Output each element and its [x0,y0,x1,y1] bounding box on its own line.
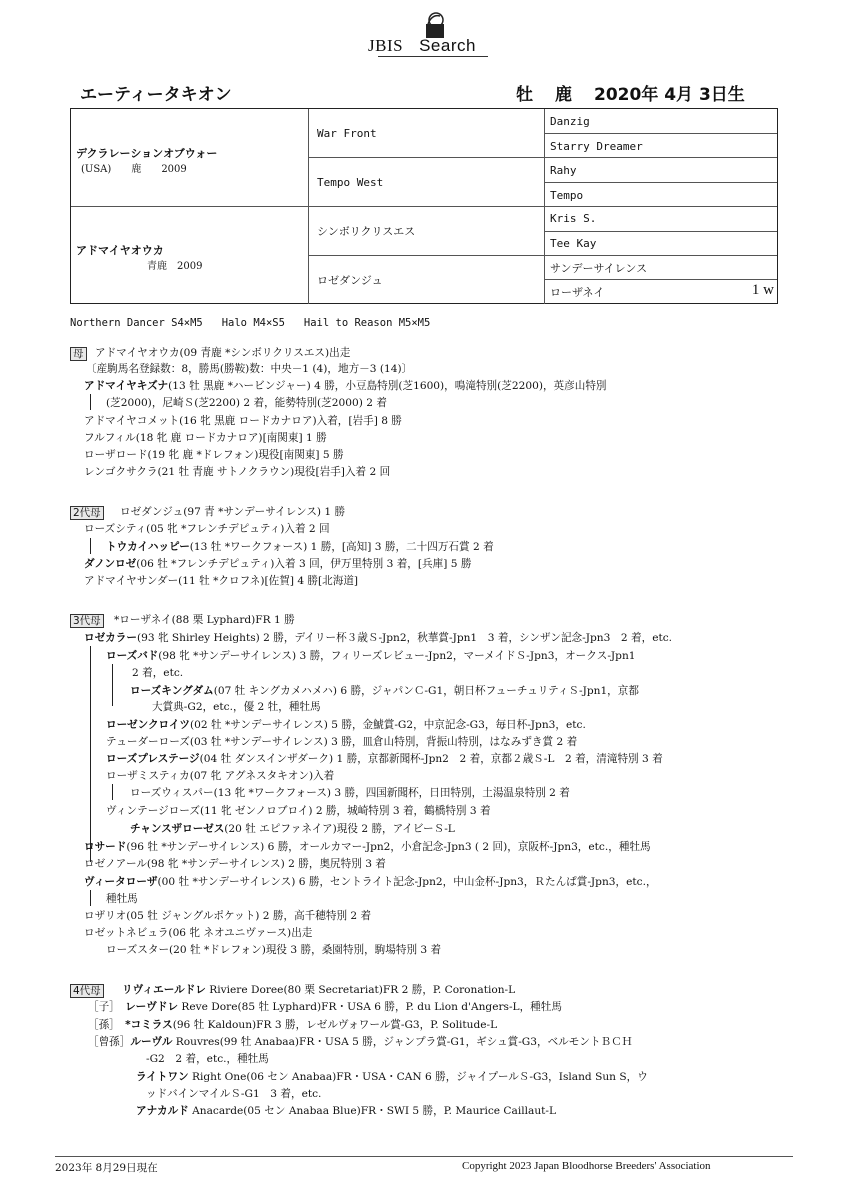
horse-birthdate: 2020年 4月 3日生 [594,85,745,105]
sdd-cell: Tempo [545,183,777,207]
ds-cell [309,207,545,256]
ds-name: シンボリクリスエス [317,225,416,238]
site-logo [368,36,476,56]
gen2-line: ロゼダンジュ(97 青 *サンデーサイレンス) 1 勝 [120,506,346,518]
logo-suffix: Search [419,36,476,55]
gen3-line: *ローザネイ(88 栗 Lyphard)FR 1 勝 [114,614,295,626]
dam-foal-2: アドマイヤコメット(16 牝 黒鹿 ロードカナロア)入着，[岩手] 8 勝 [84,415,402,427]
gen4-greatgrandchild-1-cont: -G2 2 着，etc.，種牡馬 [146,1053,269,1065]
dam-name: アドマイヤオウカ [76,244,164,257]
gen4-tag: 4代母 [70,984,104,998]
horse-name: エーティータキオン [80,85,232,105]
dam-foal-3: フルフィル(18 牝 鹿 ロードカナロア)[南関東] 1 勝 [84,432,327,444]
horse-sex: 牡 [516,85,533,105]
ssd-cell: Starry Dreamer [545,134,777,158]
gen3-grandchild-3: チャンスザローゼス(20 牡 エピファネイア)現役 2 勝，アイビーＳ-L [130,823,455,835]
gen3-foal-4: ヴィータローザ(00 牡 *サンデーサイレンス) 6 勝，セントライト記念-Jpn2，中山金杯-Jpn3，Ｒたんぱ賞-Jpn3，etc.， [84,876,657,888]
dd-cell [309,256,545,304]
indent-bar [90,646,91,862]
gen4-grandchild: ［孫］ *コミラス(96 牡 Kaldoun)FR 3 勝，レゼルヴォワール賞-G3，P. Solitude-L [88,1019,498,1031]
gen3-grandchild-1: ローズキングダム(07 牡 キングカメハメハ) 6 勝，ジャパンＣ-G1，朝日杯フューチュリティＳ-Jpn1，京都 [130,685,639,697]
logo-underline [378,56,488,57]
gen3-foal-6-child: ローズスター(20 牡 *ドレフォン)現役 3 勝，桑園特別，駒場特別 3 着 [106,944,442,956]
dd-name: ロゼダンジュ [317,274,383,287]
dam-foal-5: レンゴクサクラ(21 牡 青鹿 サトノクラウン)現役[岩手]入着 2 回 [84,466,391,478]
ss-cell [309,109,545,158]
gen2-tag: 2代母 [70,506,104,520]
gen3-grandchild-1-cont: 大賞典-G2，etc.，優 2 牡，種牡馬 [152,701,321,713]
gen4-greatgrandchild-2: ライトワン Right One(06 セン Anabaa)FR・USA・CAN 6 勝，ジャイプールＳ-G3，Island Sun S，ウ [136,1071,648,1083]
sds-cell: Rahy [545,158,777,183]
gen3-foal-1-child-2: ローゼンクロイツ(02 牡 *サンデーサイレンス) 5 勝，金鯱賞-G2，中京記念-G3，毎日杯-Jpn3，etc. [106,719,586,731]
indent-bar [90,538,91,554]
gen3-foal-2: ロサード(96 牡 *サンデーサイレンス) 6 勝，オールカマー-Jpn2，小倉記念-Jpn3 ( 2 回)，京阪杯-Jpn3，etc.，種牡馬 [84,841,651,853]
gen3-tag: 3代母 [70,614,104,628]
dsd-cell: Tee Kay [545,232,777,256]
gen3-foal-1-child-5: ローザミスティカ(07 牝 アグネスタキオン)入着 [106,770,335,782]
indent-bar [90,890,91,906]
dam-stats: 〔産駒馬名登録数：8，勝馬(勝鞍)数：中央－1 (4)，地方－3 (14)〕 [86,363,413,375]
gen3-foal-6: ロゼットネビュラ(06 牝 ネオユニヴァース)出走 [84,927,313,939]
gen2-foal-3: アドマイヤサンダー(11 牡 *クロフネ)[佐賀] 4 勝[北海道] [84,575,359,587]
gen2-foal-1: ローズシティ(05 牝 *フレンチデピュティ)入着 2 回 [84,523,330,535]
gen2-foal-2: ダノンロゼ(06 牡 *フレンチデピュティ)入着 3 回，伊万里特別 3 着，[兵庫] 5 勝 [84,558,472,570]
gen4-child: ［子］ レーヴドレ Reve Dore(85 牡 Lyphard)FR・USA 6 勝，P. du Lion d'Angers-L，種牡馬 [88,1001,562,1013]
gen3-foal-5: ロザリオ(05 牡 ジャングルポケット) 2 勝，高千穂特別 2 着 [84,910,372,922]
ddd-cell: ローザネイ 1 w [550,282,774,299]
gen3-foal-1-child-6: ヴィンテージローズ(11 牝 ゼンノロブロイ) 2 勝，城崎特別 3 着，鶴橋特別 3 着 [106,805,491,817]
gen3-foal-1: ロゼカラー(93 牝 Shirley Heights) 2 勝，デイリー杯３歳Ｓ-Jpn2，秋華賞-Jpn1 3 着，シンザン記念-Jpn3 2 着，etc. [84,632,673,644]
gen3-foal-1-child-1-cont: 2 着，etc. [132,667,184,679]
dam-details: 青鹿 2009 [147,261,203,272]
pedigree-table [70,108,778,304]
gen3-foal-4-cont: 種牡馬 [106,893,138,905]
gen4-greatgrandchild-1: ［曾孫］ルーヴル Rouvres(99 牡 Anabaa)FR・USA 5 勝，ジャンプラ賞-G1，ギシュ賞-G3，ベルモントＢＣＨ [88,1036,633,1048]
sire-name: デクラレーションオブウォー [76,147,218,160]
dam-cell [71,207,309,304]
inbreeding-line: Northern Dancer S4×M5 Halo M4×S5 Hail to Reason M5×M5 [70,317,431,329]
gen3-foal-1-child-1: ローズバド(98 牝 *サンデーサイレンス) 3 勝，フィリーズレビュー-Jpn2，マーメイドＳ-Jpn3，オークス-Jpn1 [106,650,636,662]
dam-foal-1: アドマイヤキズナ(13 牡 黒鹿 *ハービンジャー) 4 勝，小豆島特別(芝1600)，鳴滝特別(芝2200)，英彦山特別 [84,380,607,392]
gen3-foal-3: ロゼノアール(98 牝 *サンデーサイレンス) 2 勝，奥尻特別 3 着 [84,858,386,870]
gen3-grandchild-2: ローズウィスパー(13 牝 *ワークフォース) 3 勝，四国新聞杯，日田特別，土湯温泉特別 2 着 [130,787,570,799]
sss-cell: Danzig [545,109,777,134]
gen3-foal-1-child-3: テューダーローズ(03 牡 *サンデーサイレンス) 3 勝，皿倉山特別，背振山特別，はなみずき賞 2 着 [106,736,578,748]
sd-cell [309,158,545,207]
family-number: 1 w [751,282,774,298]
footer-divider [55,1156,793,1157]
dds-cell: サンデーサイレンス [545,256,777,280]
sd-name: Tempo West [317,176,384,189]
gen4-line: リヴィエールドレ Riviere Doree(80 栗 Secretariat)FR 2 勝，P. Coronation-L [122,984,516,996]
dam-foal-4: ローザロード(19 牝 鹿 *ドレフォン)現役[南関東] 5 勝 [84,449,344,461]
sire-details: (USA) 鹿 2009 [81,164,187,175]
gen4-greatgrandchild-3: アナカルド Anacarde(05 セン Anabaa Blue)FR・SWI 5 勝，P. Maurice Caillaut-L [136,1105,557,1117]
dss-cell: Kris S. [545,207,777,232]
footer-copyright: Copyright 2023 Japan Bloodhorse Breeders' Association [462,1160,711,1172]
dam-line: アドマイヤオウカ(09 青鹿 *シンボリクリスエス)出走 [95,347,351,359]
dam-tag: 母 [70,347,87,361]
horse-color: 鹿 [555,85,572,105]
footer-date: 2023年 8月29日現在 [55,1162,158,1174]
logo-text: JBIS [368,36,404,55]
indent-bar [112,664,113,706]
gen3-foal-1-child-4: ローズプレステージ(04 牡 ダンスインザダーク) 1 勝，京都新聞杯-Jpn2 2 着，京都２歳Ｓ-L 2 着，清滝特別 3 着 [106,753,663,765]
indent-bar [112,784,113,800]
gen2-foal-1-child: トウカイハッピー(13 牡 *ワークフォース) 1 勝，[高知] 3 勝，二十四万石賞 2 着 [106,541,494,553]
ss-name: War Front [317,127,377,140]
dam-foal-1-cont: (芝2000)，尼崎Ｓ(芝2200) 2 着，能勢特別(芝2000) 2 着 [106,397,387,409]
indent-bar [90,394,91,410]
sire-cell [71,109,309,207]
horse-info [516,80,767,105]
gen4-greatgrandchild-2-cont: ッドバインマイルＳ-G1 3 着，etc. [146,1088,322,1100]
